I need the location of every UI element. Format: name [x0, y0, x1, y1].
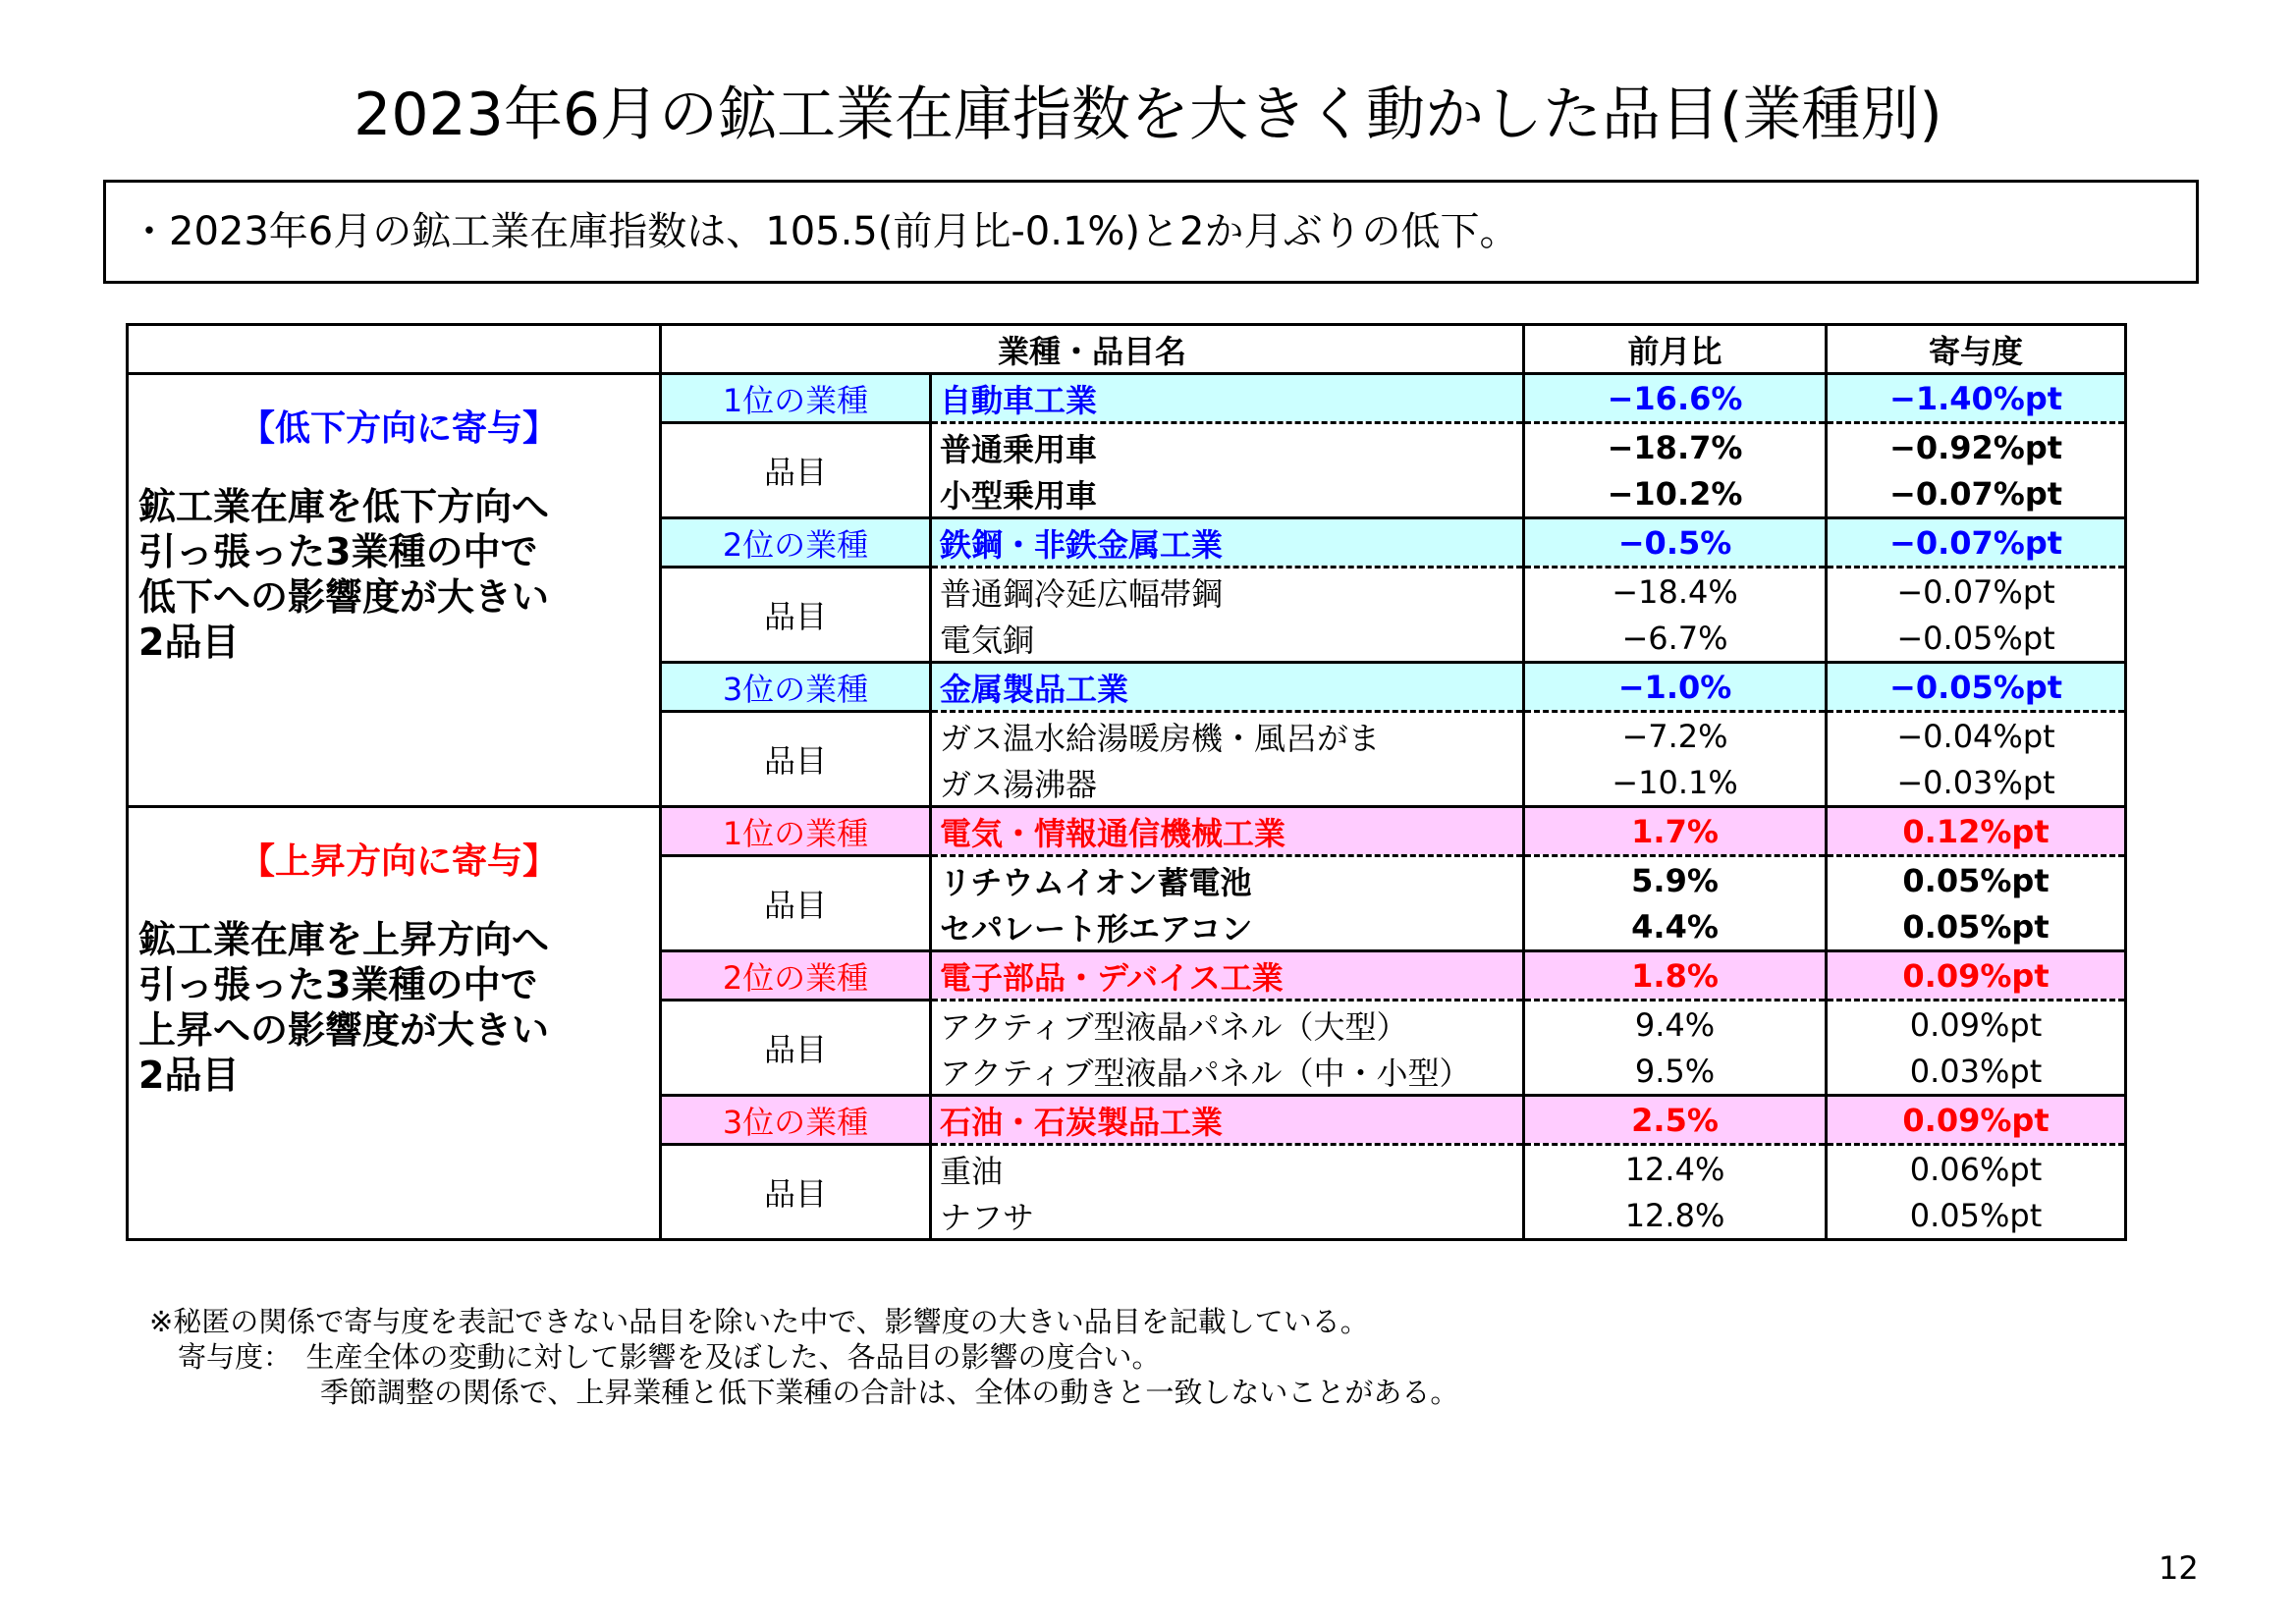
item-mom: −10.1% [1524, 759, 1827, 807]
ranking-table [126, 323, 2127, 1241]
industry-mom: 2.5% [1524, 1096, 1827, 1145]
item-mom: −7.2% [1524, 712, 1827, 760]
item-mom: −18.7% [1524, 423, 1827, 471]
header-mom: 前月比 [1524, 325, 1827, 374]
item-contrib: 0.06%pt [1827, 1145, 2126, 1193]
industry-mom: 1.8% [1524, 951, 1827, 1001]
industry-contrib: −0.05%pt [1827, 663, 2126, 712]
item-mom: 9.5% [1524, 1048, 1827, 1096]
industry-rank: 2位の業種 [661, 518, 931, 568]
item-name: 普通乗用車 [931, 423, 1524, 471]
header-row [128, 325, 2126, 374]
item-mom: 5.9% [1524, 856, 1827, 904]
item-contrib: 0.05%pt [1827, 1192, 2126, 1240]
industry-name: 電気・情報通信機械工業 [931, 807, 1524, 856]
item-name: 小型乗用車 [931, 470, 1524, 518]
industry-mom: −0.5% [1524, 518, 1827, 568]
item-mom: −6.7% [1524, 615, 1827, 663]
item-name: アクティブ型液晶パネル（大型） [931, 1001, 1524, 1049]
up-heading: 【上昇方向に寄与】 [239, 841, 558, 882]
down-heading: 【低下方向に寄与】 [239, 408, 558, 449]
industry-contrib: 0.12%pt [1827, 807, 2126, 856]
industry-name: 石油・石炭製品工業 [931, 1096, 1524, 1145]
up-description: 鉱工業在庫を上昇方向へ 引っ張った3業種の中で 上昇への影響度が大きい 2品目 [138, 918, 550, 1097]
industry-rank: 3位の業種 [661, 1096, 931, 1145]
item-contrib: 0.09%pt [1827, 1001, 2126, 1049]
industry-contrib: −0.07%pt [1827, 518, 2126, 568]
item-name: ガス温水給湯暖房機・風呂がま [931, 712, 1524, 760]
item-contrib: −0.03%pt [1827, 759, 2126, 807]
item-contrib: −0.92%pt [1827, 423, 2126, 471]
industry-name: 自動車工業 [931, 374, 1524, 423]
industry-row [128, 374, 2126, 423]
item-name: アクティブ型液晶パネル（中・小型） [931, 1048, 1524, 1096]
item-name: 普通鋼冷延広幅帯鋼 [931, 568, 1524, 616]
header-blank [128, 325, 661, 374]
item-contrib: −0.04%pt [1827, 712, 2126, 760]
industry-mom: −16.6% [1524, 374, 1827, 423]
down-side-cell [128, 374, 661, 807]
page-title: 2023年6月の鉱工業在庫指数を大きく動かした品目(業種別) [354, 81, 1942, 149]
industry-contrib: −1.40%pt [1827, 374, 2126, 423]
item-name: 電気銅 [931, 615, 1524, 663]
item-label: 品目 [661, 712, 931, 807]
industry-name: 金属製品工業 [931, 663, 1524, 712]
industry-mom: −1.0% [1524, 663, 1827, 712]
item-label: 品目 [661, 1001, 931, 1096]
header-contrib: 寄与度 [1827, 325, 2126, 374]
item-name: 重油 [931, 1145, 1524, 1193]
header-name: 業種・品目名 [661, 325, 1524, 374]
item-mom: −18.4% [1524, 568, 1827, 616]
footnotes: ※秘匿の関係で寄与度を表記できない品目を除いた中で、影響度の大きい品目を記載している。 寄与度： 生産全体の変動に対して影響を及ぼした、各品目の影響の度合い。 季節調整の関係で、上昇業種と低下業種の合計は、全体の動きと一致しないことがある。 [149, 1305, 1459, 1409]
item-mom: 4.4% [1524, 903, 1827, 951]
item-contrib: 0.05%pt [1827, 903, 2126, 951]
industry-contrib: 0.09%pt [1827, 1096, 2126, 1145]
item-contrib: 0.03%pt [1827, 1048, 2126, 1096]
page-number: 12 [2159, 1549, 2199, 1587]
item-name: リチウムイオン蓄電池 [931, 856, 1524, 904]
industry-rank: 2位の業種 [661, 951, 931, 1001]
industry-contrib: 0.09%pt [1827, 951, 2126, 1001]
down-description: 鉱工業在庫を低下方向へ 引っ張った3業種の中で 低下への影響度が大きい 2品目 [138, 485, 550, 664]
item-mom: −10.2% [1524, 470, 1827, 518]
item-label: 品目 [661, 856, 931, 951]
item-contrib: −0.07%pt [1827, 568, 2126, 616]
industry-mom: 1.7% [1524, 807, 1827, 856]
item-mom: 12.4% [1524, 1145, 1827, 1193]
item-contrib: −0.07%pt [1827, 470, 2126, 518]
item-label: 品目 [661, 568, 931, 663]
industry-row [128, 807, 2126, 856]
item-name: セパレート形エアコン [931, 903, 1524, 951]
industry-rank: 1位の業種 [661, 374, 931, 423]
industry-rank: 3位の業種 [661, 663, 931, 712]
item-contrib: −0.05%pt [1827, 615, 2126, 663]
industry-name: 鉄鋼・非鉄金属工業 [931, 518, 1524, 568]
item-mom: 9.4% [1524, 1001, 1827, 1049]
item-mom: 12.8% [1524, 1192, 1827, 1240]
item-contrib: 0.05%pt [1827, 856, 2126, 904]
item-name: ナフサ [931, 1192, 1524, 1240]
item-name: ガス湯沸器 [931, 759, 1524, 807]
item-label: 品目 [661, 423, 931, 518]
item-label: 品目 [661, 1145, 931, 1240]
industry-rank: 1位の業種 [661, 807, 931, 856]
industry-name: 電子部品・デバイス工業 [931, 951, 1524, 1001]
up-side-cell [128, 807, 661, 1240]
summary-box: ・2023年6月の鉱工業在庫指数は、105.5(前月比-0.1%)と2か月ぶりの低下。 [103, 180, 2199, 284]
